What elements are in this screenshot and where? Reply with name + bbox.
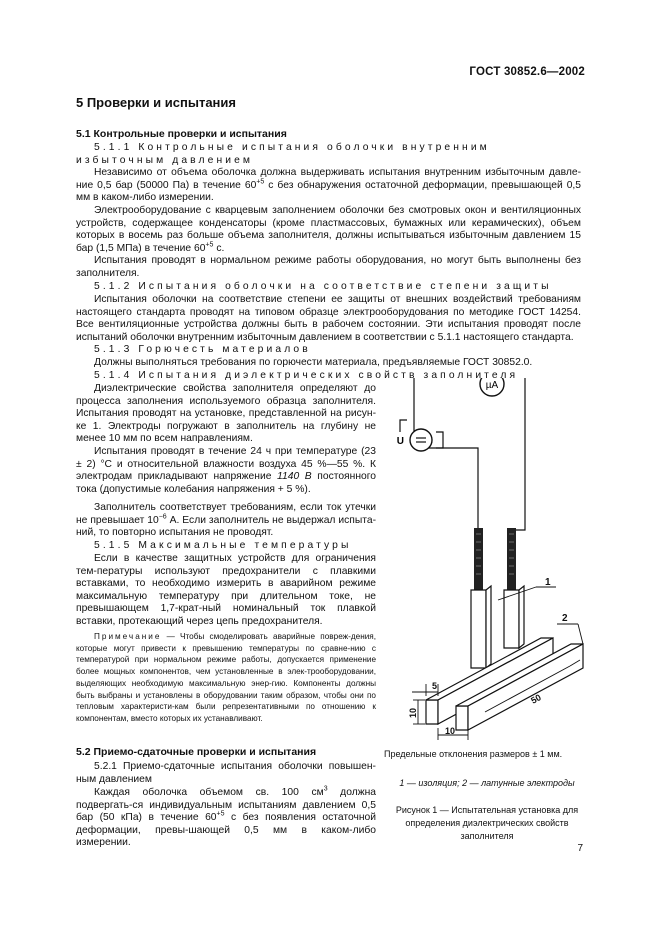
dim-10-bottom: 10 (445, 726, 456, 736)
callout-2: 2 (562, 613, 568, 624)
clause-5-2-1: 5.2.1 Приемо-сдаточные испытания оболочки повышен-ным давлением (76, 761, 376, 785)
paragraph-5-1-3: Должны выполняться требования по горючести материала, предъявляемые ГОСТ 30852.0. (94, 357, 533, 368)
note: Примечание — Чтобы смоделировать аварийные повреж-дения, которые могут привести к превышению температуры по сравне-нию с температурой при нормальном режиме работы, допускается применение более мощных компонентов, чем установленные в элек-трооборудовании, выделяющих необходимую максимальную энер-гию. Компоненты должны быть выбраны и установлены в оборудовании таким образом, чтобы они по тепловым характеристи-кам были репрезентативными по отношению к компонентам, вместо которых их устанавливают. (76, 632, 376, 723)
microammeter-label: µA (485, 380, 499, 391)
voltage-source (410, 429, 432, 451)
paragraph-5-2-1: Каждая оболочка объемом св. 100 $см^3$ должна подвергать-ся индивидуальным испытаниям давлением 0,5 бар (50 кПа) в течение $60^{+5}$ с без появления остаточной деформации, превы-шающей 0,5 мм в каком-либо измерении. (76, 785, 377, 849)
clause-5-1-3-heading: 5.1.3 Горючесть материалов (94, 344, 311, 355)
wire-insulation-left (474, 528, 483, 590)
page-number: 7 (577, 843, 583, 854)
subsection-5-2-title: 5.2 Приемо-сдаточные проверки и испытания (76, 746, 317, 758)
figure-legend: 1 — изоляция; 2 — латунные электроды (399, 778, 575, 788)
wire-insulation-right (507, 528, 516, 590)
voltage-label: U (396, 436, 404, 447)
clause-5-1-5-heading: 5.1.5 Максимальные температуры (94, 540, 352, 551)
figure-tolerance-note: Предельные отклонения размеров ± 1 мм. (384, 749, 563, 759)
dim-10-left: 10 (408, 707, 418, 718)
paragraph-5-1-1-3: Испытания проводят в нормальном режиме работы оборудования, но могут быть выполнены без заполнителя. (76, 255, 581, 279)
electrode-post-right (504, 590, 519, 648)
electrode-bar-right (456, 706, 468, 730)
paragraph-5-1-4-3: Заполнитель соответствует требованиям, если ток утечки не превышает $10^{-6}$ А. Если заполнитель не выдержал испыта-ний, то повторно испытания не проводят. (76, 502, 376, 539)
wire-left (414, 378, 479, 530)
paragraph-5-1-2: Испытания оболочки на соответствие степени ее защиты от внешних воздействий требованиям настоящего стандарта проводят на типовом образце электрооборудования по методике ГОСТ 14254. Все вентиляционные устройства должны быть в рабочем состоянии. Эти испытания проводят после испытаний оболочки внутренним избыточным давлением в соответствии с 5.1.1 настоящего стандарта. (76, 294, 581, 343)
clause-5-1-4-heading: 5.1.4 Испытания диэлектрических свойств заполнителя (94, 370, 519, 381)
clause-5-1-1-heading: 5.1.1 Контрольные испытания оболочки внутренним избыточным давлением (76, 142, 490, 166)
figure-1-test-setup (380, 378, 602, 746)
paragraph-5-1-1-2: Электрооборудование с кварцевым заполнением оболочки без смотровых окон и вентиляционных устройств, содержащее конденсаторы (кроме пластмассовых, бумажных или керамических), объем которых в восемь раз больше объема заполнителя, должны испытываться избыточным давлением 15 бар (1,5 МПа) в течение $60^{+5}$ с. (76, 205, 581, 254)
subsection-5-1-title: 5.1 Контрольные проверки и испытания (76, 128, 287, 140)
paragraph-5-1-1-1: Независимо от объема оболочка должна выдерживать испытания внутренним избыточным давле-ние 0,5 бар (50000 Па) в течение $60^{+5}$ с без обнаружения остаточной деформации, превышающей 0,5 мм в каком-либо измерении. (76, 167, 582, 204)
section-title: 5 Проверки и испытания (76, 95, 236, 110)
electrode-post-left (471, 590, 486, 668)
dim-50: 50 (529, 692, 543, 706)
electrode-bar-left (426, 700, 438, 724)
document-header: ГОСТ 30852.6—2002 (469, 66, 585, 78)
figure-caption: Рисунок 1 — Испытательная установка для определения диэлектрических свойств заполнителя (395, 805, 579, 841)
paragraph-5-1-4-2: Испытания проводят в течение 24 ч при температуре (23 ± 2) °С и относительной влажности воздуха 45 %—55 %. К электродам прикладывают напряжение 1140 В постоянного тока (допустимые колебания напряжения + 5 %). (76, 446, 376, 495)
paragraph-5-1-4-1: Диэлектрические свойства заполнителя определяют до процесса заполнения используемого образца заполнителя. Испытания проводят на установке, представленной на рисун-ке 1. Электроды погружают в заполнитель на глубину не менее 10 мм по всем направлениям. (76, 383, 376, 445)
paragraph-5-1-5: Если в качестве защитных устройств для ограничения тем-пературы используют предохранители с плавкими вставками, то необходимо измерить в аварийном режиме максимальную температуру при длительном токе, не превышающем 1,7-крат-ный номинальный ток плавкой вставки, протекающий через цепь предохранителя. (76, 553, 376, 627)
wire-right (505, 378, 525, 530)
clause-5-1-2-heading: 5.1.2 Испытания оболочки на соответствие степени защиты (94, 281, 552, 292)
dim-5: 5 (432, 681, 438, 691)
callout-1: 1 (545, 577, 551, 588)
